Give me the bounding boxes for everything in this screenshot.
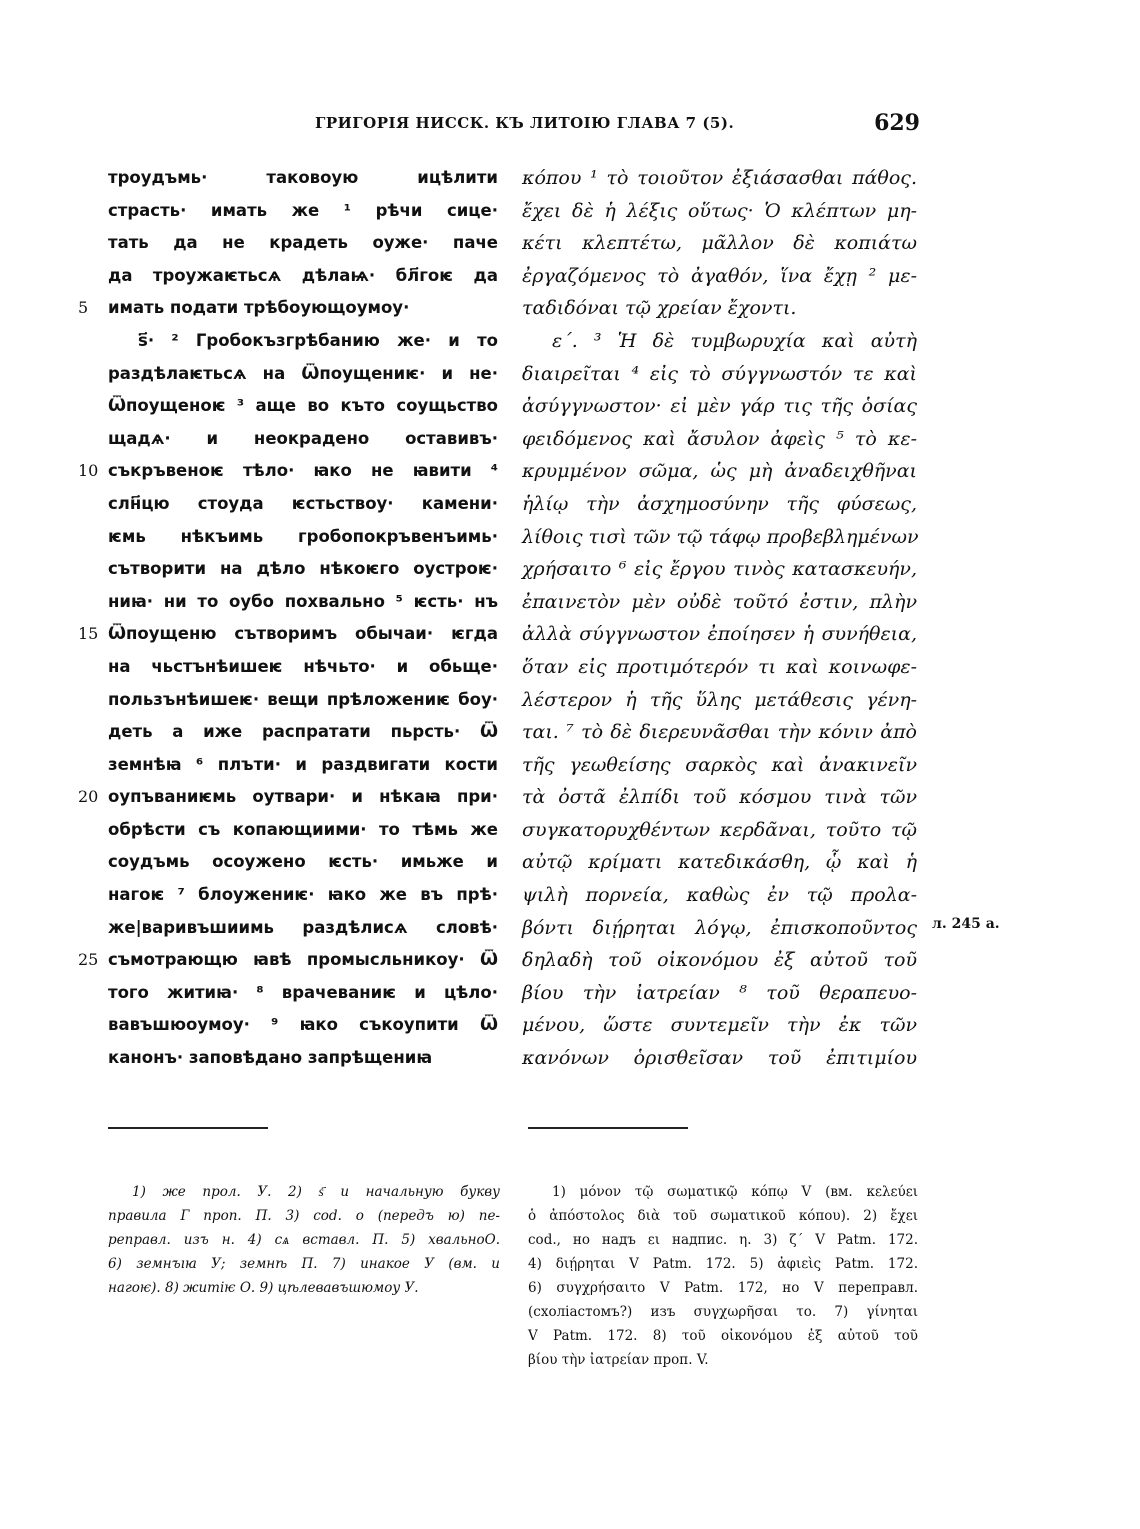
greek-text-column — [522, 162, 917, 1075]
text-line — [108, 423, 498, 456]
text-line — [108, 195, 498, 228]
line-number: 20 — [78, 787, 99, 807]
text-line — [522, 390, 917, 423]
line-text: соудъмь осоужено ѥсть· имьже и — [108, 852, 498, 872]
text-line — [522, 292, 917, 325]
text-line — [522, 1009, 917, 1042]
text-line — [522, 684, 917, 717]
line-text: χρήσαιτο ⁶ εἰς ἔργου τινὸς κατασκευήν, — [522, 558, 917, 581]
line-text: же|варивъшиимь раздѣлисѧ словѣ· — [108, 917, 498, 937]
text-line — [108, 1042, 498, 1075]
footnote-line: реправл. изъ н. 4) сѧ вставл. П. 5) хвальноО. — [108, 1232, 500, 1248]
margin-note: л. 245 а. — [932, 916, 1000, 932]
footnotes-slavonic — [108, 1180, 500, 1300]
line-text: κρυμμένον σῶμα, ὡς μὴ ἀναδειχθῆναι — [522, 460, 917, 483]
text-line — [522, 553, 917, 586]
text-line — [522, 716, 917, 749]
line-text: сътворити на дѣло нѣкоѥго оустроѥ· — [108, 559, 498, 579]
header-title: ГРИГОРІЯ НИССК. КЪ ЛИТОІЮ ГЛАВА 7 (5). — [315, 114, 735, 132]
line-text: συγκατορυχθέντων κερδᾶναι, τοῦτο τῷ — [522, 818, 917, 841]
line-text: Ѿпоущеню сътворимъ обычаи· ѥгда — [108, 624, 498, 644]
line-text: τῆς γεωθείσης σαρκὸς καὶ ἀνακινεῖν — [522, 753, 917, 776]
line-number: 10 — [78, 461, 99, 481]
line-text: ἐργαζόμενος τὸ ἀγαθόν, ἵνα ἔχῃ ² με- — [522, 264, 917, 287]
running-header — [100, 110, 920, 140]
text-line — [78, 781, 498, 814]
text-line — [78, 944, 498, 977]
footnote-line: cod., но надъ ει надпис. η. 3) ζ΄ V Patm. 172. — [528, 1232, 918, 1248]
line-text: щадѧ· и неокрадено оставивъ· — [108, 428, 498, 448]
line-text: φειδόμενος καὶ ἄσυλον ἀφεὶς ⁵ τὸ κε- — [522, 427, 917, 450]
line-text: съкръвеноѥ тѣло· ꙗко не ꙗвити ⁴ — [108, 461, 498, 481]
line-text: ἡλίῳ τὴν ἀσχημοσύνην τῆς φύσεως, — [522, 492, 917, 515]
line-text: ἔχει δὲ ἡ λέξις οὕτως· Ὁ κλέπτων μη- — [522, 199, 917, 222]
line-text: ὅταν εἰς προτιμότερόν τι καὶ κοινωφε- — [522, 655, 917, 678]
footnote-line: 6) συγχρήσαιτο V Patm. 172, но V переправл. — [528, 1280, 918, 1296]
text-line — [522, 455, 917, 488]
text-line — [522, 879, 917, 912]
line-text: вавъшюоумоу· ⁹ ꙗко съкоупити Ѿ — [108, 1015, 498, 1035]
text-line — [522, 260, 917, 293]
footnote-line: 6) земнъıꙗ У; земнѣ П. 7) инакое У (вм. и — [108, 1256, 500, 1272]
text-line — [522, 618, 917, 651]
footnote-line: нагоѥ). 8) житiѥ О. 9) цѣлевавъшюмоу У. — [108, 1280, 419, 1296]
footnote-line: 1) же прол. У. 2) ѕ҃ и начальную букву — [132, 1184, 500, 1200]
line-text: нагоѥ ⁷ блоужениѥ· ꙗко же въ прѣ· — [108, 885, 498, 905]
text-line — [108, 749, 498, 782]
text-line — [522, 162, 917, 195]
line-text: оупъваниѥмь оутвари· и нѣкаꙗ при· — [108, 787, 498, 807]
line-text: ται. ⁷ τὸ δὲ διερευνᾶσθαι τὴν κόνιν ἀπὸ — [522, 721, 917, 744]
line-text: раздѣлаѥтьсѧ на Ѿпоущениѥ· и не· — [108, 363, 498, 383]
line-text: Ѿпоущеноѥ ³ аще во къто соущьство — [108, 396, 498, 416]
line-text: страсть· имать же ¹ рѣчи сице· — [108, 200, 498, 220]
line-text: ѕ҃· ² Гробокъзгрѣбанию же· и то — [138, 330, 498, 350]
text-line — [108, 325, 498, 358]
text-line — [108, 553, 498, 586]
text-line — [522, 586, 917, 619]
text-line — [108, 651, 498, 684]
text-line — [78, 455, 498, 488]
text-line — [522, 195, 917, 228]
text-line — [108, 390, 498, 423]
line-text: ταδιδόναι τῷ χρείαν ἔχοντι. — [522, 297, 797, 320]
text-line — [522, 912, 917, 945]
line-text: κόπου ¹ τὸ τοιοῦτον ἐξιάσασθαι πάθος. — [522, 167, 917, 189]
footnotes-greek — [528, 1180, 918, 1372]
line-text: βόντι διῄρηται λόγῳ, ἐπισκοποῦντος — [522, 916, 917, 939]
line-text: αὐτῷ κρίματι κατεδικάσθη, ᾧ καὶ ἡ — [522, 851, 917, 874]
text-line — [78, 618, 498, 651]
line-text: ἀλλὰ σύγγνωστον ἐποίησεν ἡ συνήθεια, — [522, 623, 917, 646]
line-text: канонъ· заповѣдано запрѣщениꙗ — [108, 1048, 433, 1068]
line-text: ε΄. ³ Ἡ δὲ τυμβωρυχία καὶ αὐτὴ — [552, 329, 917, 352]
line-text: земнѣꙗ ⁶ плъти· и раздвигати кости — [108, 754, 498, 774]
line-text: τὰ ὀστᾶ ἐλπίδι τοῦ κόσμου τινὰ τῶν — [522, 786, 917, 809]
line-text: λέστερον ἡ τῆς ὕλης μετάθεσις γένη- — [522, 688, 917, 711]
text-line — [108, 358, 498, 391]
text-line — [522, 814, 917, 847]
text-line — [108, 162, 498, 195]
text-line — [522, 521, 917, 554]
text-line — [522, 846, 917, 879]
text-line — [522, 749, 917, 782]
line-text: троудъмь· таковоую ицѣлити — [108, 168, 498, 187]
text-line — [522, 325, 917, 358]
text-line — [522, 227, 917, 260]
footnote-line: 1) μόνον τῷ σωματικῷ κόπῳ V (вм. κελεύει — [552, 1184, 918, 1200]
text-line — [108, 521, 498, 554]
line-text: κανόνων ὁρισθεῖσαν τοῦ ἐπιτιμίου — [522, 1047, 917, 1070]
line-text: тать да не крадеть оуже· паче — [108, 233, 498, 253]
text-line — [522, 358, 917, 391]
line-text: того житиꙗ· ⁸ врачеваниѥ и цѣло· — [108, 982, 498, 1002]
text-line — [522, 651, 917, 684]
line-number: 25 — [78, 950, 99, 970]
text-line — [108, 586, 498, 619]
line-text: пользънѣишеѥ· вещи прѣложениѥ боу· — [108, 689, 498, 709]
line-text: имать подати трѣбоующоумоу· — [108, 298, 410, 318]
text-line — [522, 944, 917, 977]
text-line — [108, 260, 498, 293]
line-text: съмотрающю ꙗвѣ промысльникоу· Ѿ — [108, 950, 498, 970]
line-text: δηλαδὴ τοῦ οἰκονόμου ἐξ αὐτοῦ τοῦ — [522, 949, 917, 972]
line-text: ἀσύγγνωστον· εἰ μὲν γάρ τις τῆς ὁσίας — [522, 395, 917, 418]
line-text: ниꙗ· ни то оубо похвально ⁵ ѥсть· нъ — [108, 591, 498, 611]
line-text: ѥмь нѣкъимь гробопокръвенъимь· — [108, 526, 498, 546]
text-line — [522, 1042, 917, 1075]
text-line — [108, 488, 498, 521]
page-number: 629 — [874, 110, 920, 136]
line-text: деть а иже распратати пьрсть· Ѿ — [108, 722, 498, 742]
line-text: κέτι κλεπτέτω, μᾶλλον δὲ κοπιάτω — [522, 232, 917, 255]
line-number: 15 — [78, 624, 99, 644]
footnote-line: 4) διῄρηται V Patm. 172. 5) ἀφιεὶς Patm. 172. — [528, 1256, 918, 1272]
text-line — [522, 781, 917, 814]
text-line — [108, 814, 498, 847]
footnote-line: V Patm. 172. 8) τοῦ οἰκονόμου ἐξ αὐτοῦ τοῦ — [528, 1328, 918, 1344]
footnote-line: (схоліастомъ?) изъ συγχωρῆσαι το. 7) γίνηται — [528, 1304, 918, 1320]
line-text: слн҃цю стоуда ѥстьствоу· камени· — [108, 493, 498, 513]
line-text: на чьстънѣишеѥ нѣчьто· и обьще· — [108, 656, 498, 676]
footnote-line: βίου τὴν ἰατρείαν проп. V. — [528, 1352, 709, 1368]
line-text: μένου, ὥστε συντεμεῖν τὴν ἐκ τῶν — [522, 1014, 917, 1037]
line-number: 5 — [78, 298, 89, 318]
text-line — [78, 292, 498, 325]
text-line — [522, 423, 917, 456]
line-text: βίου τὴν ἰατρείαν ⁸ τοῦ θεραπευο- — [522, 981, 917, 1004]
footnote-line: правила Г проп. П. 3) cod. о (передъ ю) пе- — [108, 1208, 500, 1224]
line-text: да троужаѥтьсѧ дѣлаѩ· бл҃гоѥ да — [108, 265, 498, 285]
footnote-divider-left — [108, 1127, 268, 1129]
text-line — [108, 912, 498, 945]
slavonic-text-column — [78, 162, 498, 1075]
line-text: λίθοις τισὶ τῶν τῷ τάφῳ προβεβλημένων — [522, 525, 919, 548]
footnote-divider-right — [528, 1127, 688, 1129]
line-text: ἐπαινετὸν μὲν οὐδὲ τοῦτό ἐστιν, πλὴν — [522, 590, 917, 613]
text-line — [522, 977, 917, 1010]
text-line — [108, 716, 498, 749]
text-line — [108, 977, 498, 1010]
footnote-line: ὁ ἀπόστολος διὰ τοῦ σωματικοῦ κόπου). 2) ἔχει — [528, 1208, 918, 1224]
text-line — [108, 684, 498, 717]
text-line — [108, 846, 498, 879]
text-line — [522, 488, 917, 521]
line-text: обрѣсти съ копающиими· то тѣмь же — [108, 819, 498, 839]
text-line — [108, 1009, 498, 1042]
line-text: ψιλὴ πορνεία, καθὼς ἐν τῷ προλα- — [522, 884, 917, 907]
line-text: διαιρεῖται ⁴ εἰς τὸ σύγγνωστόν τε καὶ — [522, 362, 917, 385]
text-line — [108, 879, 498, 912]
text-line — [108, 227, 498, 260]
